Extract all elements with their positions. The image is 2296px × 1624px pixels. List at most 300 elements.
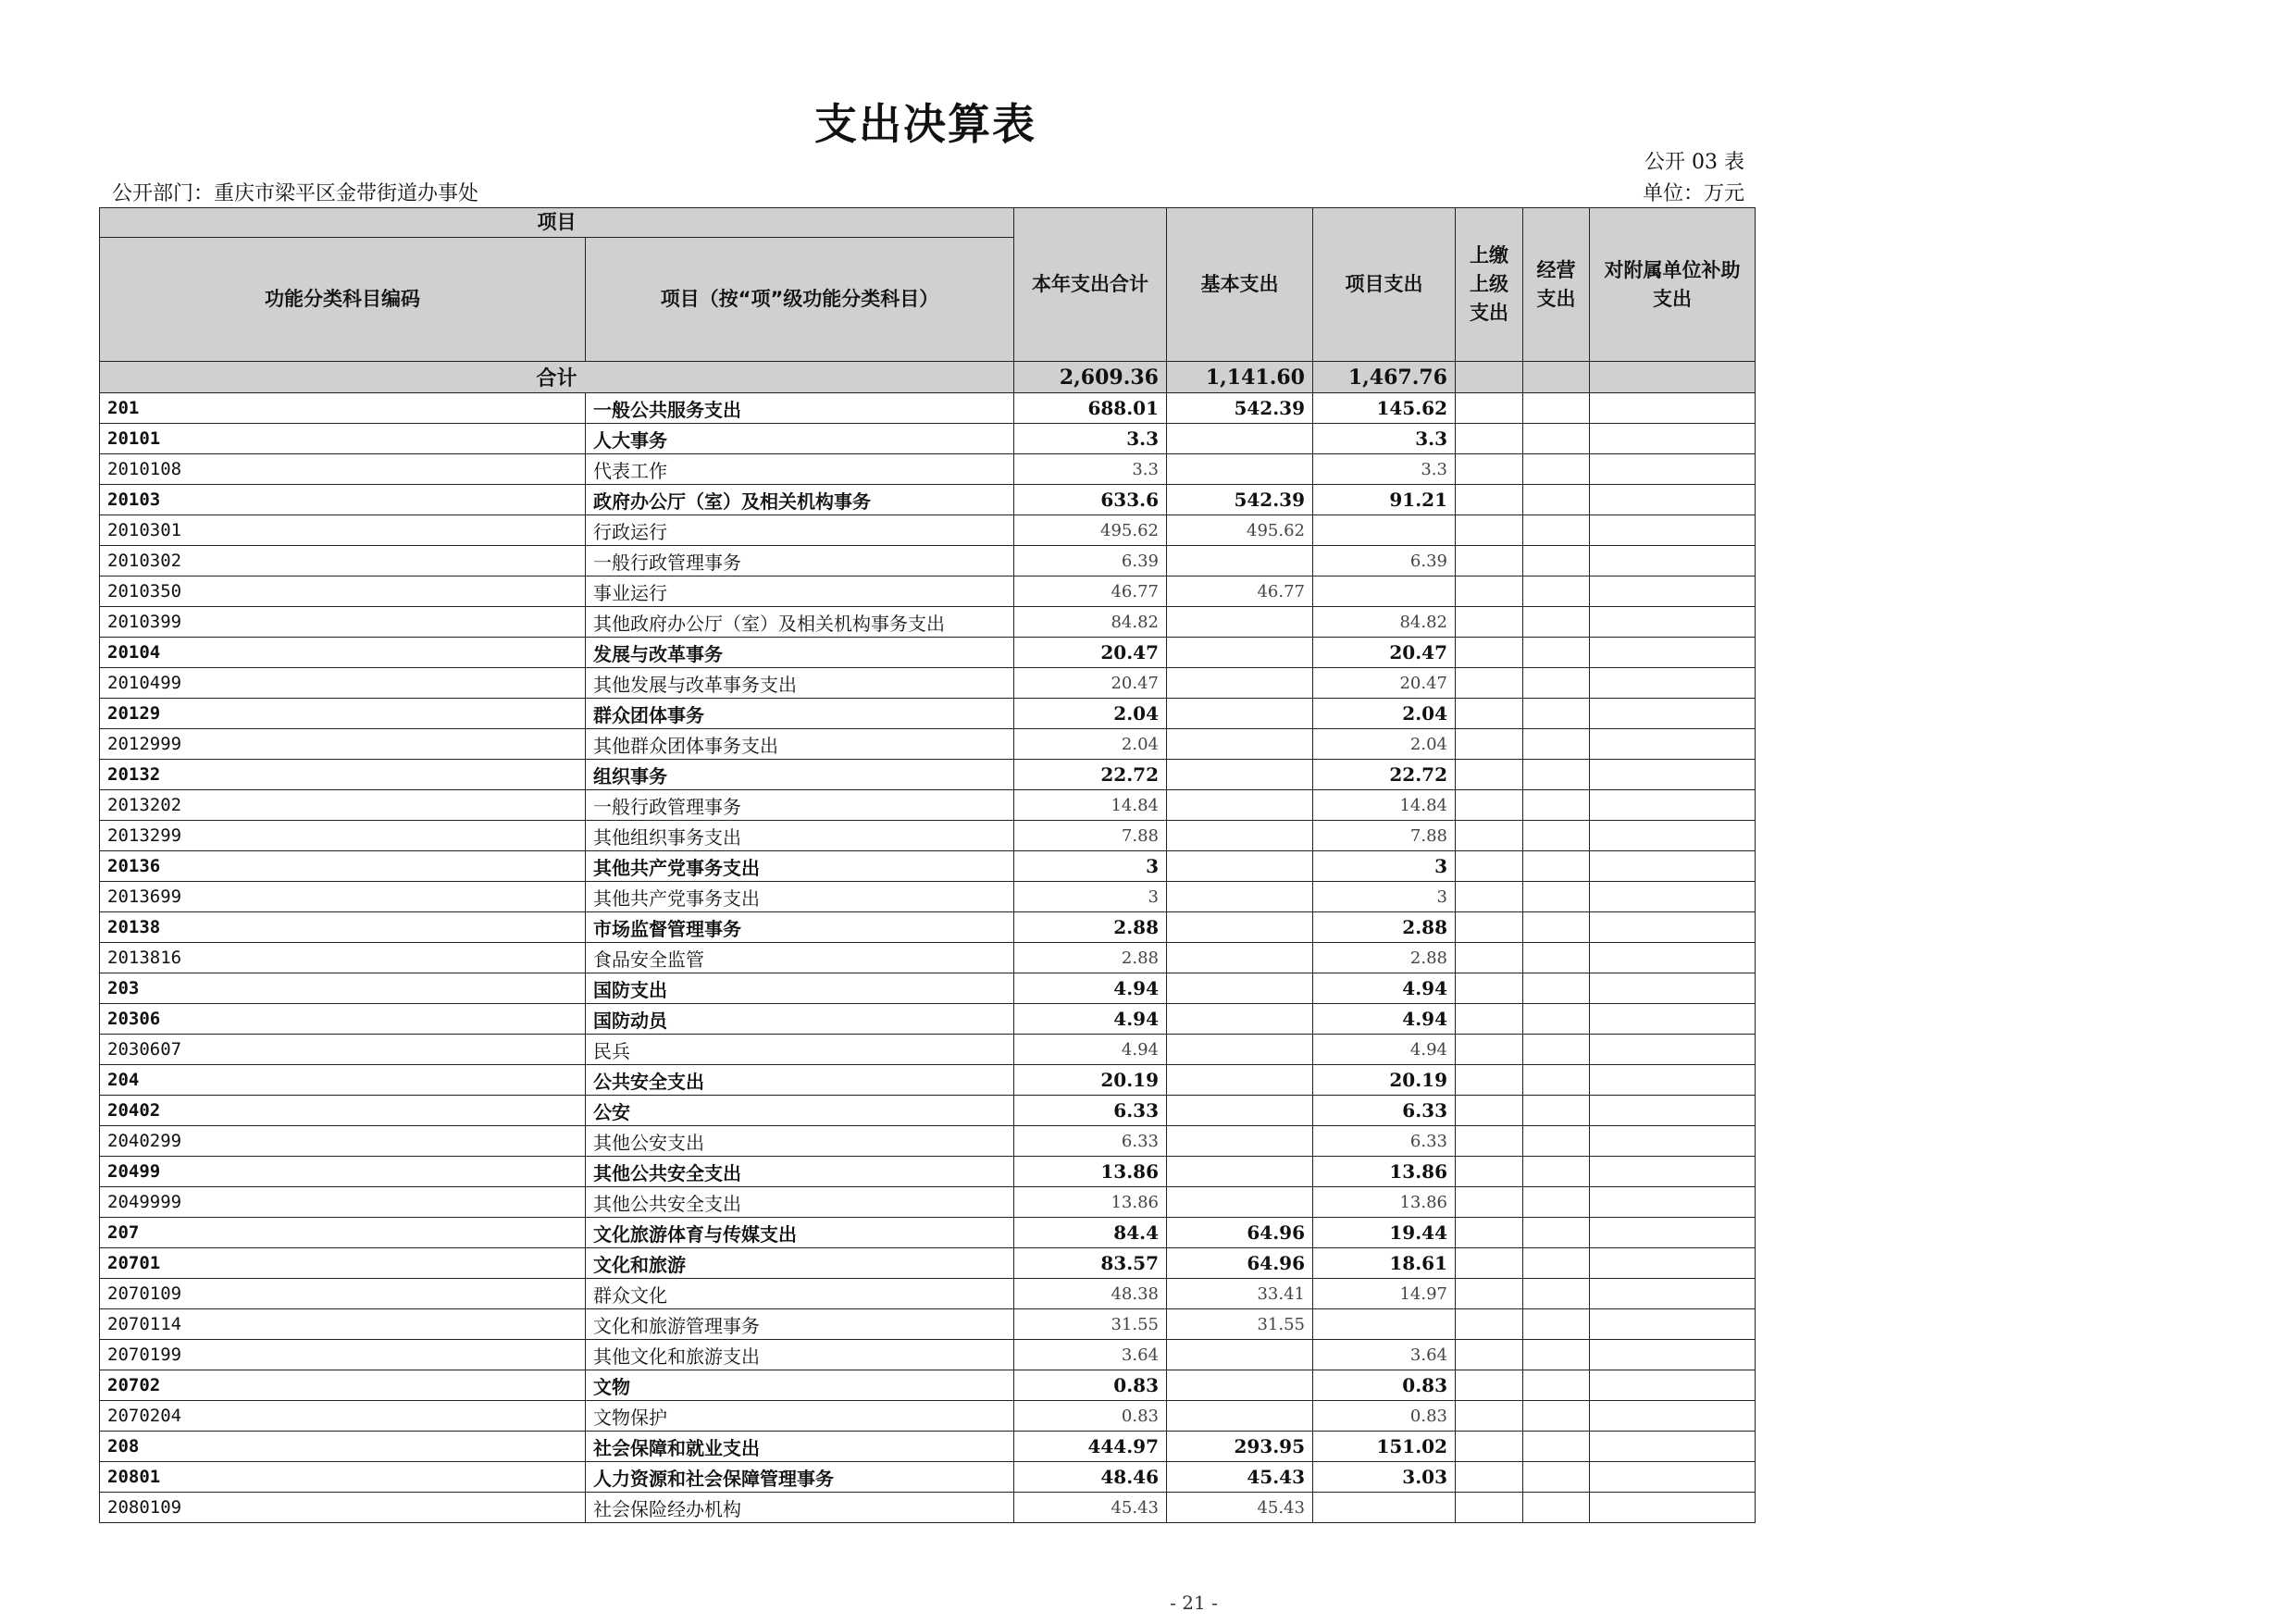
- row-subsidy: [1590, 424, 1756, 454]
- row-subsidy: [1590, 1187, 1756, 1218]
- total-basic: 1,141.60: [1167, 362, 1313, 393]
- row-total: 31.55: [1014, 1309, 1167, 1340]
- row-name: 国防动员: [586, 1004, 1014, 1035]
- table-row: [100, 882, 1756, 912]
- row-project: 3.64: [1313, 1340, 1456, 1370]
- row-name: 公安: [586, 1096, 1014, 1126]
- row-business: [1523, 393, 1590, 424]
- row-project: 14.97: [1313, 1279, 1456, 1309]
- row-basic: 542.39: [1167, 485, 1313, 515]
- row-code: 203: [100, 973, 586, 1004]
- row-project: 14.84: [1313, 790, 1456, 821]
- table-row: [100, 1340, 1756, 1370]
- row-basic: 293.95: [1167, 1432, 1313, 1462]
- row-subsidy: [1590, 638, 1756, 668]
- row-upper: [1456, 1126, 1523, 1157]
- table-row: [100, 729, 1756, 760]
- row-code: 2010302: [100, 546, 586, 576]
- row-upper: [1456, 1096, 1523, 1126]
- table-row: [100, 1248, 1756, 1279]
- row-basic: [1167, 1157, 1313, 1187]
- row-code: 2012999: [100, 729, 586, 760]
- row-subsidy: [1590, 607, 1756, 638]
- row-subsidy: [1590, 912, 1756, 943]
- row-project: 20.47: [1313, 638, 1456, 668]
- row-basic: [1167, 729, 1313, 760]
- row-total: 48.38: [1014, 1279, 1167, 1309]
- row-subsidy: [1590, 1065, 1756, 1096]
- row-upper: [1456, 699, 1523, 729]
- row-subsidy: [1590, 546, 1756, 576]
- row-project: 3: [1313, 851, 1456, 882]
- row-project: 91.21: [1313, 485, 1456, 515]
- row-basic: [1167, 607, 1313, 638]
- row-basic: [1167, 1035, 1313, 1065]
- row-name: 其他公共安全支出: [586, 1157, 1014, 1187]
- row-project: 7.88: [1313, 821, 1456, 851]
- row-subsidy: [1590, 1157, 1756, 1187]
- table-row: [100, 607, 1756, 638]
- row-total: 45.43: [1014, 1493, 1167, 1523]
- row-project: 19.44: [1313, 1218, 1456, 1248]
- row-business: [1523, 760, 1590, 790]
- row-name: 人力资源和社会保障管理事务: [586, 1462, 1014, 1493]
- row-business: [1523, 576, 1590, 607]
- row-code: 2070109: [100, 1279, 586, 1309]
- row-subsidy: [1590, 485, 1756, 515]
- row-business: [1523, 607, 1590, 638]
- row-upper: [1456, 668, 1523, 699]
- table-row: [100, 638, 1756, 668]
- row-business: [1523, 1218, 1590, 1248]
- table-row: [100, 1065, 1756, 1096]
- row-basic: 495.62: [1167, 515, 1313, 546]
- table-row: [100, 699, 1756, 729]
- row-business: [1523, 912, 1590, 943]
- row-subsidy: [1590, 1370, 1756, 1401]
- row-project: 3.03: [1313, 1462, 1456, 1493]
- row-name: 市场监督管理事务: [586, 912, 1014, 943]
- row-code: 2010301: [100, 515, 586, 546]
- row-business: [1523, 1096, 1590, 1126]
- row-total: 20.47: [1014, 638, 1167, 668]
- row-subsidy: [1590, 1126, 1756, 1157]
- row-code: 2070199: [100, 1340, 586, 1370]
- row-business: [1523, 1432, 1590, 1462]
- expenditure-table: [99, 207, 1756, 1523]
- row-total: 7.88: [1014, 821, 1167, 851]
- row-upper: [1456, 821, 1523, 851]
- row-upper: [1456, 607, 1523, 638]
- row-code: 2010350: [100, 576, 586, 607]
- row-code: 2030607: [100, 1035, 586, 1065]
- row-total: 2.88: [1014, 943, 1167, 973]
- row-upper: [1456, 454, 1523, 485]
- row-basic: 542.39: [1167, 393, 1313, 424]
- row-total: 3: [1014, 882, 1167, 912]
- total-business: [1523, 362, 1590, 393]
- row-upper: [1456, 424, 1523, 454]
- row-upper: [1456, 1462, 1523, 1493]
- table-row: [100, 515, 1756, 546]
- row-basic: [1167, 424, 1313, 454]
- row-subsidy: [1590, 1248, 1756, 1279]
- row-upper: [1456, 1432, 1523, 1462]
- row-subsidy: [1590, 699, 1756, 729]
- row-business: [1523, 1279, 1590, 1309]
- row-code: 20306: [100, 1004, 586, 1035]
- row-business: [1523, 1248, 1590, 1279]
- row-name: 文化和旅游: [586, 1248, 1014, 1279]
- row-code: 2013202: [100, 790, 586, 821]
- table-row: [100, 760, 1756, 790]
- table-row: [100, 546, 1756, 576]
- row-subsidy: [1590, 729, 1756, 760]
- unit-label: 单位：万元: [1642, 182, 1744, 205]
- row-project: [1313, 576, 1456, 607]
- page-number: - 21 -: [1170, 1592, 1218, 1614]
- row-subsidy: [1590, 393, 1756, 424]
- row-subsidy: [1590, 1309, 1756, 1340]
- table-row: [100, 668, 1756, 699]
- table-row: [100, 1493, 1756, 1523]
- row-subsidy: [1590, 1096, 1756, 1126]
- row-business: [1523, 821, 1590, 851]
- row-basic: [1167, 821, 1313, 851]
- row-project: 145.62: [1313, 393, 1456, 424]
- header-basic: 基本支出: [1167, 208, 1313, 362]
- row-name: 社会保障和就业支出: [586, 1432, 1014, 1462]
- row-upper: [1456, 515, 1523, 546]
- row-business: [1523, 882, 1590, 912]
- table-row: [100, 1096, 1756, 1126]
- row-business: [1523, 668, 1590, 699]
- row-total: 48.46: [1014, 1462, 1167, 1493]
- row-upper: [1456, 1004, 1523, 1035]
- row-project: 20.19: [1313, 1065, 1456, 1096]
- row-upper: [1456, 790, 1523, 821]
- total-label: 合计: [100, 362, 1014, 393]
- row-total: 13.86: [1014, 1157, 1167, 1187]
- row-project: 2.04: [1313, 699, 1456, 729]
- row-total: 4.94: [1014, 1004, 1167, 1035]
- row-upper: [1456, 576, 1523, 607]
- row-total: 2.88: [1014, 912, 1167, 943]
- row-project: [1313, 1493, 1456, 1523]
- row-code: 2070114: [100, 1309, 586, 1340]
- row-name: 其他群众团体事务支出: [586, 729, 1014, 760]
- row-total: 84.82: [1014, 607, 1167, 638]
- row-total: 22.72: [1014, 760, 1167, 790]
- row-basic: [1167, 912, 1313, 943]
- row-upper: [1456, 1248, 1523, 1279]
- row-project: 3.3: [1313, 424, 1456, 454]
- row-name: 事业运行: [586, 576, 1014, 607]
- row-business: [1523, 546, 1590, 576]
- total-upper: [1456, 362, 1523, 393]
- header-code: 功能分类科目编码: [100, 238, 586, 362]
- row-total: 0.83: [1014, 1370, 1167, 1401]
- row-code: 2010499: [100, 668, 586, 699]
- row-code: 20138: [100, 912, 586, 943]
- header-name: 项目（按“项”级功能分类科目）: [586, 238, 1014, 362]
- row-project: 0.83: [1313, 1401, 1456, 1432]
- row-name: 文化和旅游管理事务: [586, 1309, 1014, 1340]
- row-basic: [1167, 1370, 1313, 1401]
- header-project: 项目支出: [1313, 208, 1456, 362]
- total-row: [100, 362, 1756, 393]
- row-name: 其他组织事务支出: [586, 821, 1014, 851]
- row-code: 20402: [100, 1096, 586, 1126]
- row-name: 其他文化和旅游支出: [586, 1340, 1014, 1370]
- row-project: 2.88: [1313, 912, 1456, 943]
- department-label: 公开部门：重庆市梁平区金带街道办事处: [112, 182, 479, 205]
- row-project: 84.82: [1313, 607, 1456, 638]
- table-row: [100, 454, 1756, 485]
- row-upper: [1456, 1401, 1523, 1432]
- row-code: 204: [100, 1065, 586, 1096]
- row-upper: [1456, 1218, 1523, 1248]
- row-total: 6.33: [1014, 1096, 1167, 1126]
- row-total: 4.94: [1014, 973, 1167, 1004]
- row-business: [1523, 1126, 1590, 1157]
- row-code: 2013699: [100, 882, 586, 912]
- row-name: 文化旅游体育与传媒支出: [586, 1218, 1014, 1248]
- row-code: 2013299: [100, 821, 586, 851]
- row-name: 其他共产党事务支出: [586, 851, 1014, 882]
- row-subsidy: [1590, 882, 1756, 912]
- row-upper: [1456, 1493, 1523, 1523]
- row-code: 2080109: [100, 1493, 586, 1523]
- row-total: 84.4: [1014, 1218, 1167, 1248]
- row-basic: [1167, 1065, 1313, 1096]
- table-row: [100, 1218, 1756, 1248]
- row-project: 2.04: [1313, 729, 1456, 760]
- row-total: 444.97: [1014, 1432, 1167, 1462]
- row-total: 6.39: [1014, 546, 1167, 576]
- row-total: 4.94: [1014, 1035, 1167, 1065]
- row-total: 83.57: [1014, 1248, 1167, 1279]
- table-row: [100, 1004, 1756, 1035]
- table-row: [100, 424, 1756, 454]
- table-row: [100, 1432, 1756, 1462]
- table-row: [100, 576, 1756, 607]
- row-total: 3: [1014, 851, 1167, 882]
- row-basic: [1167, 1401, 1313, 1432]
- row-subsidy: [1590, 851, 1756, 882]
- row-business: [1523, 1370, 1590, 1401]
- table-row: [100, 1462, 1756, 1493]
- table-row: [100, 973, 1756, 1004]
- row-subsidy: [1590, 1340, 1756, 1370]
- row-business: [1523, 1065, 1590, 1096]
- row-name: 其他政府办公厅（室）及相关机构事务支出: [586, 607, 1014, 638]
- row-project: 4.94: [1313, 1004, 1456, 1035]
- row-subsidy: [1590, 515, 1756, 546]
- row-business: [1523, 1309, 1590, 1340]
- row-subsidy: [1590, 1401, 1756, 1432]
- row-project: 18.61: [1313, 1248, 1456, 1279]
- row-subsidy: [1590, 668, 1756, 699]
- row-project: 20.47: [1313, 668, 1456, 699]
- row-business: [1523, 943, 1590, 973]
- row-name: 民兵: [586, 1035, 1014, 1065]
- row-subsidy: [1590, 1432, 1756, 1462]
- row-project: 4.94: [1313, 973, 1456, 1004]
- row-business: [1523, 1035, 1590, 1065]
- row-upper: [1456, 546, 1523, 576]
- row-upper: [1456, 393, 1523, 424]
- table-row: [100, 1401, 1756, 1432]
- row-basic: [1167, 454, 1313, 485]
- row-project: 2.88: [1313, 943, 1456, 973]
- row-code: 20132: [100, 760, 586, 790]
- row-name: 文物: [586, 1370, 1014, 1401]
- row-upper: [1456, 1370, 1523, 1401]
- row-basic: [1167, 699, 1313, 729]
- row-name: 其他公安支出: [586, 1126, 1014, 1157]
- row-basic: [1167, 1096, 1313, 1126]
- row-subsidy: [1590, 1279, 1756, 1309]
- header-upper: 上缴上级支出: [1456, 208, 1523, 362]
- row-project: 0.83: [1313, 1370, 1456, 1401]
- row-project: 6.33: [1313, 1126, 1456, 1157]
- row-basic: [1167, 760, 1313, 790]
- row-total: 20.47: [1014, 668, 1167, 699]
- row-total: 0.83: [1014, 1401, 1167, 1432]
- row-basic: [1167, 638, 1313, 668]
- row-total: 46.77: [1014, 576, 1167, 607]
- row-business: [1523, 1004, 1590, 1035]
- row-project: 13.86: [1313, 1187, 1456, 1218]
- row-basic: [1167, 943, 1313, 973]
- row-basic: 33.41: [1167, 1279, 1313, 1309]
- row-business: [1523, 638, 1590, 668]
- row-upper: [1456, 1187, 1523, 1218]
- row-name: 文物保护: [586, 1401, 1014, 1432]
- row-basic: [1167, 1126, 1313, 1157]
- page-title: 支出决算表: [814, 99, 1036, 149]
- row-name: 政府办公厅（室）及相关机构事务: [586, 485, 1014, 515]
- row-total: 13.86: [1014, 1187, 1167, 1218]
- row-name: 群众团体事务: [586, 699, 1014, 729]
- row-code: 20499: [100, 1157, 586, 1187]
- row-code: 20801: [100, 1462, 586, 1493]
- total-project: 1,467.76: [1313, 362, 1456, 393]
- row-business: [1523, 1401, 1590, 1432]
- row-code: 20702: [100, 1370, 586, 1401]
- row-subsidy: [1590, 760, 1756, 790]
- row-upper: [1456, 1157, 1523, 1187]
- row-name: 其他发展与改革事务支出: [586, 668, 1014, 699]
- table-row: [100, 1035, 1756, 1065]
- row-total: 2.04: [1014, 699, 1167, 729]
- row-project: [1313, 515, 1456, 546]
- row-upper: [1456, 1065, 1523, 1096]
- table-row: [100, 1279, 1756, 1309]
- row-name: 群众文化: [586, 1279, 1014, 1309]
- row-upper: [1456, 729, 1523, 760]
- row-project: 22.72: [1313, 760, 1456, 790]
- row-code: 2070204: [100, 1401, 586, 1432]
- row-code: 201: [100, 393, 586, 424]
- header-subsidy: 对附属单位补助支出: [1590, 208, 1756, 362]
- row-name: 人大事务: [586, 424, 1014, 454]
- row-basic: 46.77: [1167, 576, 1313, 607]
- row-total: 688.01: [1014, 393, 1167, 424]
- row-business: [1523, 790, 1590, 821]
- row-business: [1523, 1462, 1590, 1493]
- row-business: [1523, 515, 1590, 546]
- row-code: 20103: [100, 485, 586, 515]
- table-row: [100, 1309, 1756, 1340]
- row-basic: [1167, 668, 1313, 699]
- row-project: 3: [1313, 882, 1456, 912]
- table-row: [100, 1126, 1756, 1157]
- row-business: [1523, 729, 1590, 760]
- row-code: 20136: [100, 851, 586, 882]
- row-subsidy: [1590, 1218, 1756, 1248]
- row-name: 行政运行: [586, 515, 1014, 546]
- row-total: 3.64: [1014, 1340, 1167, 1370]
- table-row: [100, 790, 1756, 821]
- row-code: 208: [100, 1432, 586, 1462]
- row-name: 食品安全监管: [586, 943, 1014, 973]
- row-upper: [1456, 943, 1523, 973]
- row-total: 2.04: [1014, 729, 1167, 760]
- row-basic: [1167, 1340, 1313, 1370]
- row-name: 发展与改革事务: [586, 638, 1014, 668]
- row-code: 2010108: [100, 454, 586, 485]
- row-business: [1523, 851, 1590, 882]
- row-subsidy: [1590, 1035, 1756, 1065]
- row-total: 6.33: [1014, 1126, 1167, 1157]
- row-basic: [1167, 882, 1313, 912]
- row-subsidy: [1590, 943, 1756, 973]
- row-code: 207: [100, 1218, 586, 1248]
- row-basic: [1167, 546, 1313, 576]
- row-name: 公共安全支出: [586, 1065, 1014, 1096]
- row-name: 其他共产党事务支出: [586, 882, 1014, 912]
- row-total: 20.19: [1014, 1065, 1167, 1096]
- total-amount: 2,609.36: [1014, 362, 1167, 393]
- row-business: [1523, 699, 1590, 729]
- row-name: 一般行政管理事务: [586, 546, 1014, 576]
- row-basic: [1167, 851, 1313, 882]
- row-upper: [1456, 1309, 1523, 1340]
- row-upper: [1456, 485, 1523, 515]
- row-project: 4.94: [1313, 1035, 1456, 1065]
- row-subsidy: [1590, 821, 1756, 851]
- row-subsidy: [1590, 973, 1756, 1004]
- total-subsidy: [1590, 362, 1756, 393]
- row-total: 14.84: [1014, 790, 1167, 821]
- row-business: [1523, 973, 1590, 1004]
- row-upper: [1456, 760, 1523, 790]
- row-name: 代表工作: [586, 454, 1014, 485]
- row-basic: 45.43: [1167, 1462, 1313, 1493]
- row-upper: [1456, 638, 1523, 668]
- row-code: 2049999: [100, 1187, 586, 1218]
- row-project: 13.86: [1313, 1157, 1456, 1187]
- row-name: 社会保险经办机构: [586, 1493, 1014, 1523]
- table-row: [100, 1187, 1756, 1218]
- row-code: 2010399: [100, 607, 586, 638]
- table-row: [100, 485, 1756, 515]
- table-row: [100, 912, 1756, 943]
- row-upper: [1456, 1340, 1523, 1370]
- row-subsidy: [1590, 1462, 1756, 1493]
